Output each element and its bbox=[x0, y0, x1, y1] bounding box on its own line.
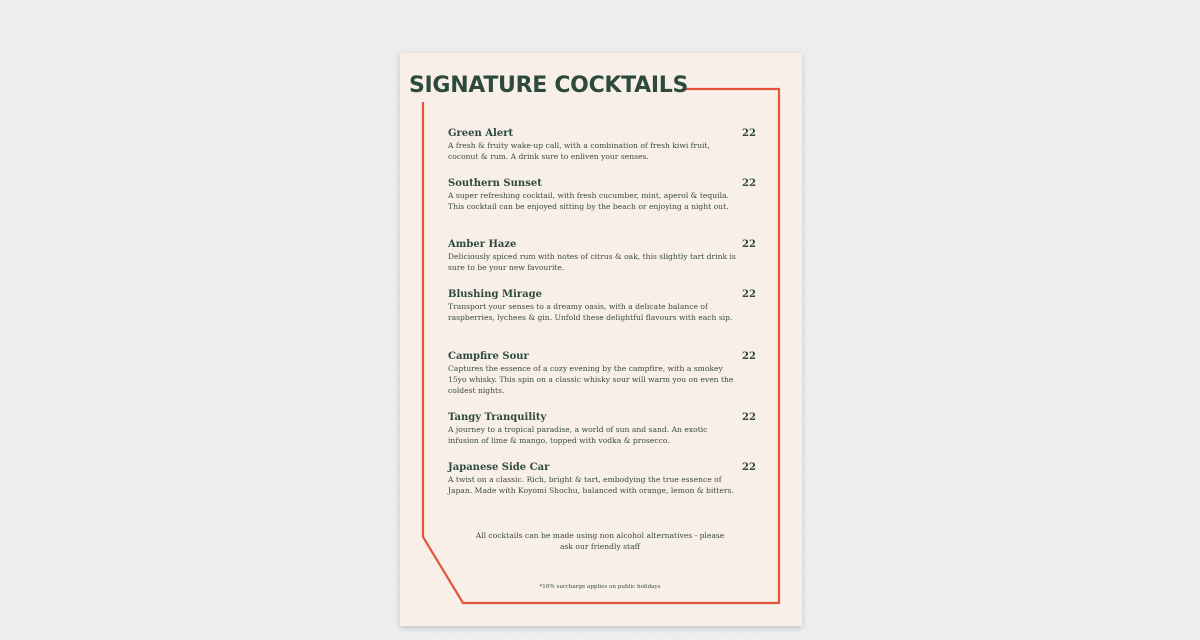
item-description: A fresh & fruity wake-up call, with a combination of fresh kiwi fruit, coconut & rum. A drink sure to enliven your senses. bbox=[448, 141, 710, 161]
item-name: Japanese Side Car bbox=[448, 462, 550, 473]
item-description: Transport your senses to a dreamy oasis, with a delicate balance of raspberries, lychees & gin. Unfold these delightful flavours with each sip. bbox=[448, 302, 733, 322]
item-description: A twist on a classic. Rich, bright & tart, embodying the true essence of Japan. Made with Koyomi Shochu, balanced with orange, lemon & bitters. bbox=[448, 475, 734, 495]
item-price: 22 bbox=[742, 239, 756, 250]
item-price: 22 bbox=[742, 178, 756, 189]
item-description: A journey to a tropical paradise, a world of sun and sand. An exotic infusion of lime & mango, topped with vodka & prosecco. bbox=[448, 425, 708, 445]
item-description: A super refreshing cocktail, with fresh cucumber, mint, aperol & tequila. This cocktail can be enjoyed sitting by the beach or enjoying a night out. bbox=[448, 191, 729, 211]
menu-item bbox=[448, 239, 754, 273]
item-price: 22 bbox=[742, 289, 756, 300]
item-description: Captures the essence of a cozy evening by the campfire, with a smokey 15yo whisky. This spin on a classic whisky sour will warm you on even the coldest nights. bbox=[448, 364, 734, 395]
item-price: 22 bbox=[742, 128, 756, 139]
item-name: Campfire Sour bbox=[448, 351, 529, 362]
item-description: Deliciously spiced rum with notes of citrus & oak, this slightly tart drink is sure to be your new favourite. bbox=[448, 252, 736, 272]
menu-page bbox=[400, 53, 802, 626]
item-name: Blushing Mirage bbox=[448, 289, 542, 300]
menu-item bbox=[448, 351, 754, 396]
menu-item bbox=[448, 462, 754, 496]
item-price: 22 bbox=[742, 412, 756, 423]
menu-item bbox=[448, 128, 754, 162]
item-name: Green Alert bbox=[448, 128, 514, 139]
surcharge-footnote: *10% surcharge applies on public holidays bbox=[539, 584, 661, 590]
alternatives-note: All cocktails can be made using non alcohol alternatives - please ask our friendly staff bbox=[475, 531, 725, 551]
item-price: 22 bbox=[742, 462, 756, 473]
item-price: 22 bbox=[742, 351, 756, 362]
menu-item bbox=[448, 178, 754, 212]
item-name: Southern Sunset bbox=[448, 178, 542, 189]
menu-item bbox=[448, 289, 754, 323]
page-title: SIGNATURE COCKTAILS bbox=[409, 73, 689, 98]
menu-item bbox=[448, 412, 754, 446]
item-name: Tangy Tranquility bbox=[448, 412, 547, 423]
item-name: Amber Haze bbox=[448, 239, 517, 250]
